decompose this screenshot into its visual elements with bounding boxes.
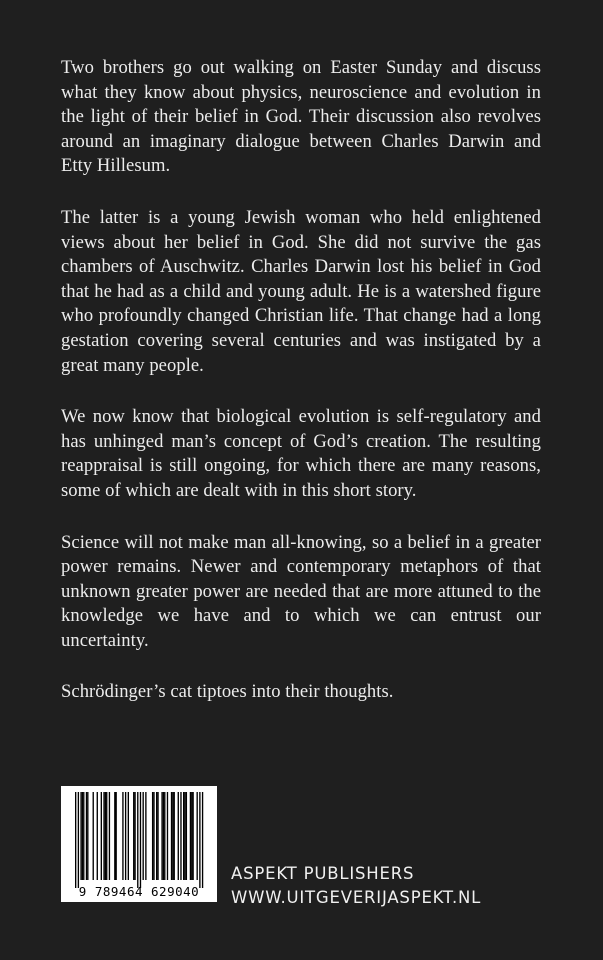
isbn-barcode: [61, 786, 217, 902]
barcode-bar: [183, 792, 184, 880]
barcode-bar: [184, 792, 185, 880]
publisher-website: WWW.UITGEVERIJASPEKT.NL: [231, 888, 482, 907]
barcode-bar: [152, 792, 153, 880]
back-cover-blurb: [61, 56, 541, 732]
blurb-paragraph-3: We now know that biological evolution is self-regulatory and has unhinged man’s concept of God’s creation. The resulting reappraisal is still ongoing, for which there are many reasons, some of which are dealt with in this short story.: [61, 406, 541, 501]
barcode-bar: [157, 792, 158, 880]
barcode-bar: [83, 792, 84, 880]
barcode-bar: [186, 792, 187, 880]
barcode-bar: [153, 792, 154, 880]
blurb-paragraph-2: The latter is a young Jewish woman who held enlightened views about her belief in God. She did not survive the gas chambers of Auschwitz. Charles Darwin lost his belief in God that he had as a child and young adult. He is a watershed figure who profoundly changed Christian life. That change had a long gestation covering several centuries and was instigated by a great many people.: [61, 206, 541, 376]
barcode-bar: [82, 792, 83, 880]
barcode-bar: [164, 792, 165, 880]
publisher-name: ASPEKT PUBLISHERS: [231, 864, 415, 883]
barcode-bar: [171, 792, 172, 880]
barcode-bar: [192, 792, 193, 880]
barcode-bar: [101, 792, 102, 880]
barcode-bar: [106, 792, 107, 880]
barcode-bar: [128, 792, 129, 880]
barcode-bar: [172, 792, 173, 880]
barcode-bar: [190, 792, 191, 880]
barcode-bar: [109, 792, 110, 880]
barcode-bar: [137, 792, 138, 888]
barcode-bar: [174, 792, 175, 880]
barcode-bar: [191, 792, 192, 880]
barcode-bar: [143, 792, 144, 880]
barcode-bar: [78, 792, 79, 888]
barcode-bar: [140, 792, 141, 888]
blurb-paragraph-5: Schrödinger’s cat tiptoes into their thoughts.: [61, 681, 394, 703]
barcode-bar: [114, 792, 115, 880]
barcode-bar: [167, 792, 168, 880]
barcode-bar: [80, 792, 81, 880]
barcode-bar: [156, 792, 157, 880]
barcode-bar: [103, 792, 104, 880]
barcode-bar: [199, 792, 200, 888]
barcode-bar: [133, 792, 134, 880]
barcode-bar: [122, 792, 123, 880]
blurb-paragraph-1: Two brothers go out walking on Easter Sunday and discuss what they know about physics, neuroscience and evolution in the light of their belief in God. Their discussion also revolves around an imaginary dialogue between Charles Darwin and Etty Hillesum.: [61, 57, 541, 177]
barcode-bar: [125, 792, 126, 880]
barcode-bar: [202, 792, 203, 888]
barcode-bar: [134, 792, 135, 880]
barcode-bar: [197, 792, 198, 880]
isbn-digits: 9 789464 629040: [78, 884, 200, 899]
barcode-bar: [75, 792, 76, 888]
publisher-block: [231, 862, 481, 910]
barcode-bar: [97, 792, 98, 880]
blurb-paragraph-4: Science will not make man all-knowing, so a belief in a greater power remains. Newer and contemporary metaphors of that unknown greater power are needed that are more attuned to the knowledge we have and to which we can entrust our uncertainty.: [61, 531, 541, 651]
barcode-bar: [178, 792, 179, 880]
barcode-bar: [116, 792, 117, 880]
barcode-bar: [93, 792, 94, 880]
barcode-bar: [161, 792, 162, 880]
barcode-bar: [145, 792, 146, 880]
barcode-bar: [86, 792, 87, 880]
barcode-bar: [87, 792, 88, 880]
barcode-bar: [163, 792, 164, 880]
barcode-bar: [105, 792, 106, 880]
barcode-bar: [180, 792, 181, 880]
